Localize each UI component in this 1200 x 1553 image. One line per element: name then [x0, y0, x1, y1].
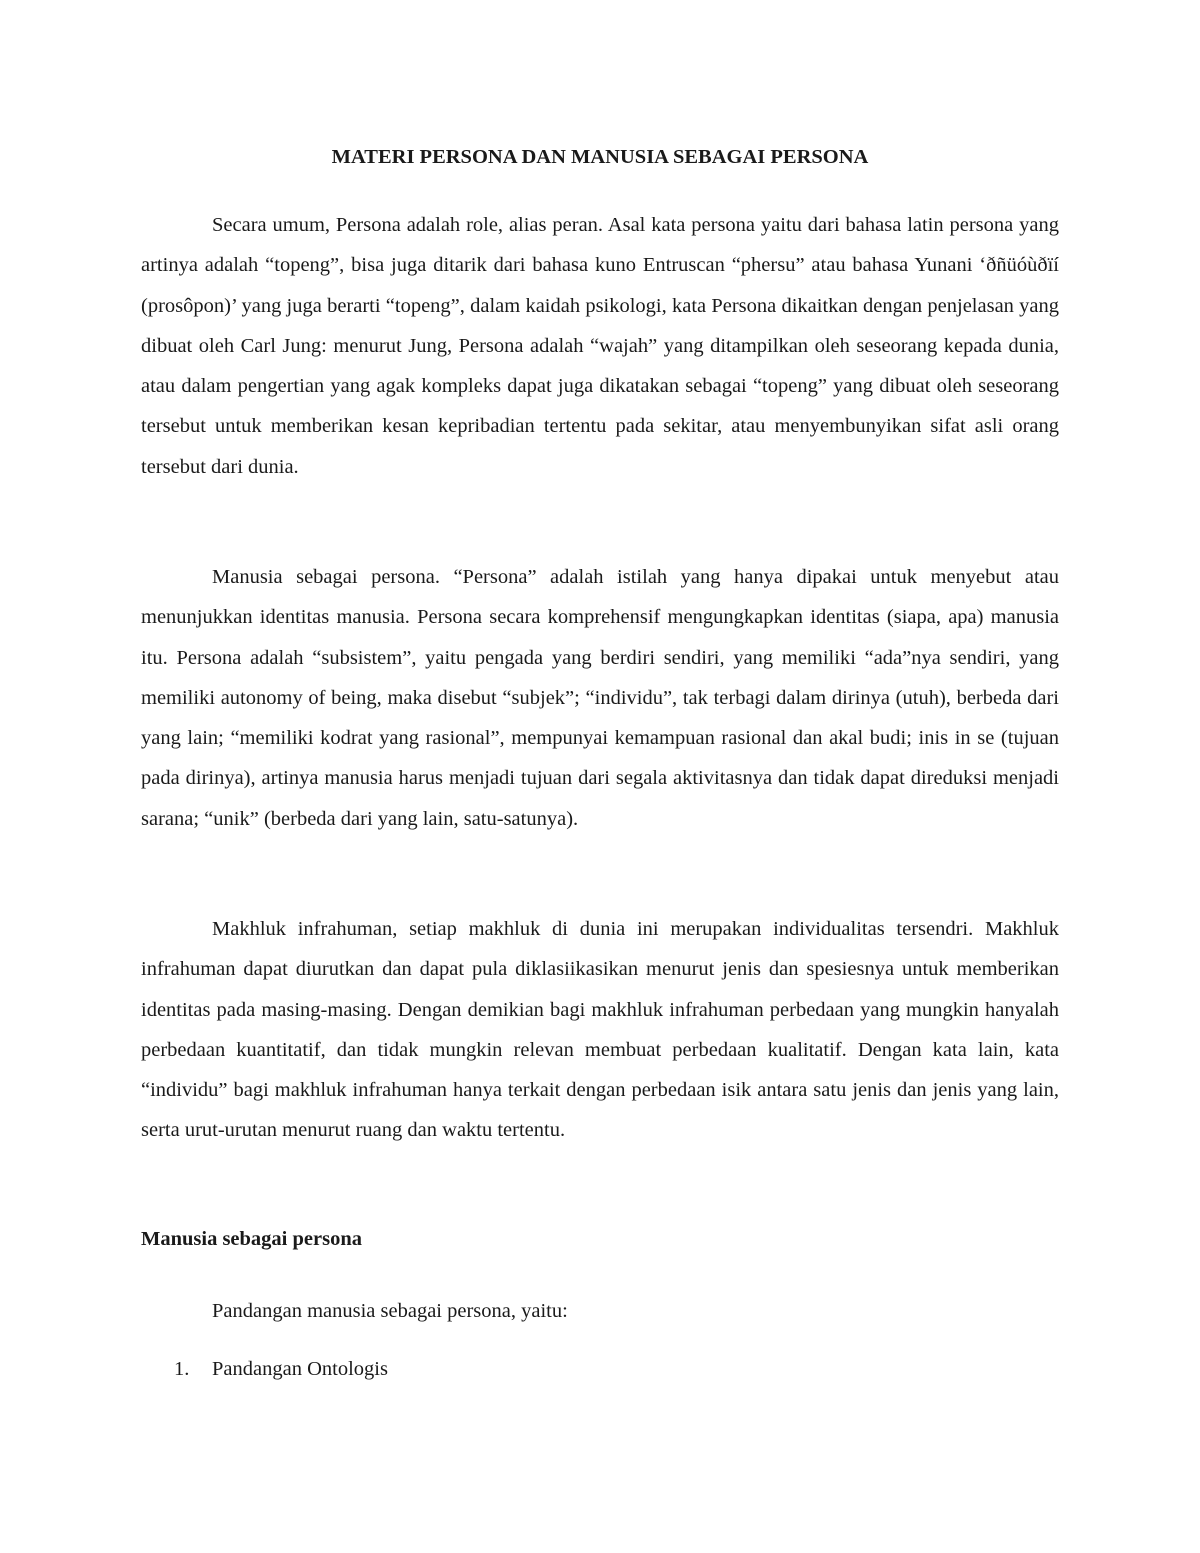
paragraph-persona-definition: Secara umum, Persona adalah role, alias peran. Asal kata persona yaitu dari bahasa latin persona yang artinya adalah “topeng”, bisa juga ditarik dari bahasa kuno Entruscan “phersu” atau bahasa Yunani ‘ðñüóùðïí (prosôpon)’ yang juga berarti “topeng”, dalam kaidah psikologi, kata Persona dikaitkan dengan penjelasan yang dibuat oleh Carl Jung: menurut Jung, Persona adalah “wajah” yang ditampilkan oleh seseorang kepada dunia, atau dalam pengertian yang agak kompleks dapat juga dikatakan sebagai “topeng” yang dibuat oleh seseorang tersebut untuk memberikan kesan kepribadian tertentu pada sekitar, atau menyembunyikan sifat asli orang tersebut dari dunia.: [141, 214, 1059, 478]
document-title: MATERI PERSONA DAN MANUSIA SEBAGAI PERSONA: [331, 146, 869, 168]
list-item: [141, 1351, 388, 1387]
section-heading: Manusia sebagai persona: [141, 1228, 362, 1250]
list-item-number: 1.: [174, 1358, 190, 1380]
paragraph-makhluk-infrahuman: Makhluk infrahuman, setiap makhluk di dunia ini merupakan individualitas tersendri. Makhluk infrahuman dapat diurutkan dan dapat pula diklasiikasikan menurut jenis dan spesiesnya untuk memberikan identitas pada masing-masing. Dengan demikian bagi makhluk infrahuman perbedaan yang mungkin hanyalah perbedaan kuantitatif, dan tidak mungkin relevan membuat perbedaan kualitatif. Dengan kata lain, kata “individu” bagi makhluk infrahuman hanya terkait dengan perbedaan isik antara satu jenis dan jenis yang lain, serta urut-urutan menurut ruang dan waktu tertentu.: [141, 918, 1059, 1142]
list-item-text: Pandangan Ontologis: [212, 1358, 388, 1380]
section-intro: Pandangan manusia sebagai persona, yaitu:: [212, 1300, 568, 1322]
paragraph-manusia-sebagai-persona: Manusia sebagai persona. “Persona” adalah istilah yang hanya dipakai untuk menyebut atau menunjukkan identitas manusia. Persona secara komprehensif mengungkapkan identitas (siapa, apa) manusia itu. Persona adalah “subsistem”, yaitu pengada yang berdiri sendiri, yang memiliki “ada”nya sendiri, yang memiliki autonomy of being, maka disebut “subjek”; “individu”, tak terbagi dalam dirinya (utuh), berbeda dari yang lain; “memiliki kodrat yang rasional”, mempunyai kemampuan rasional dan akal budi; inis in se (tujuan pada dirinya), artinya manusia harus menjadi tujuan dari segala aktivitasnya dan tidak dapat direduksi menjadi sarana; “unik” (berbeda dari yang lain, satu-satunya).: [141, 566, 1059, 830]
